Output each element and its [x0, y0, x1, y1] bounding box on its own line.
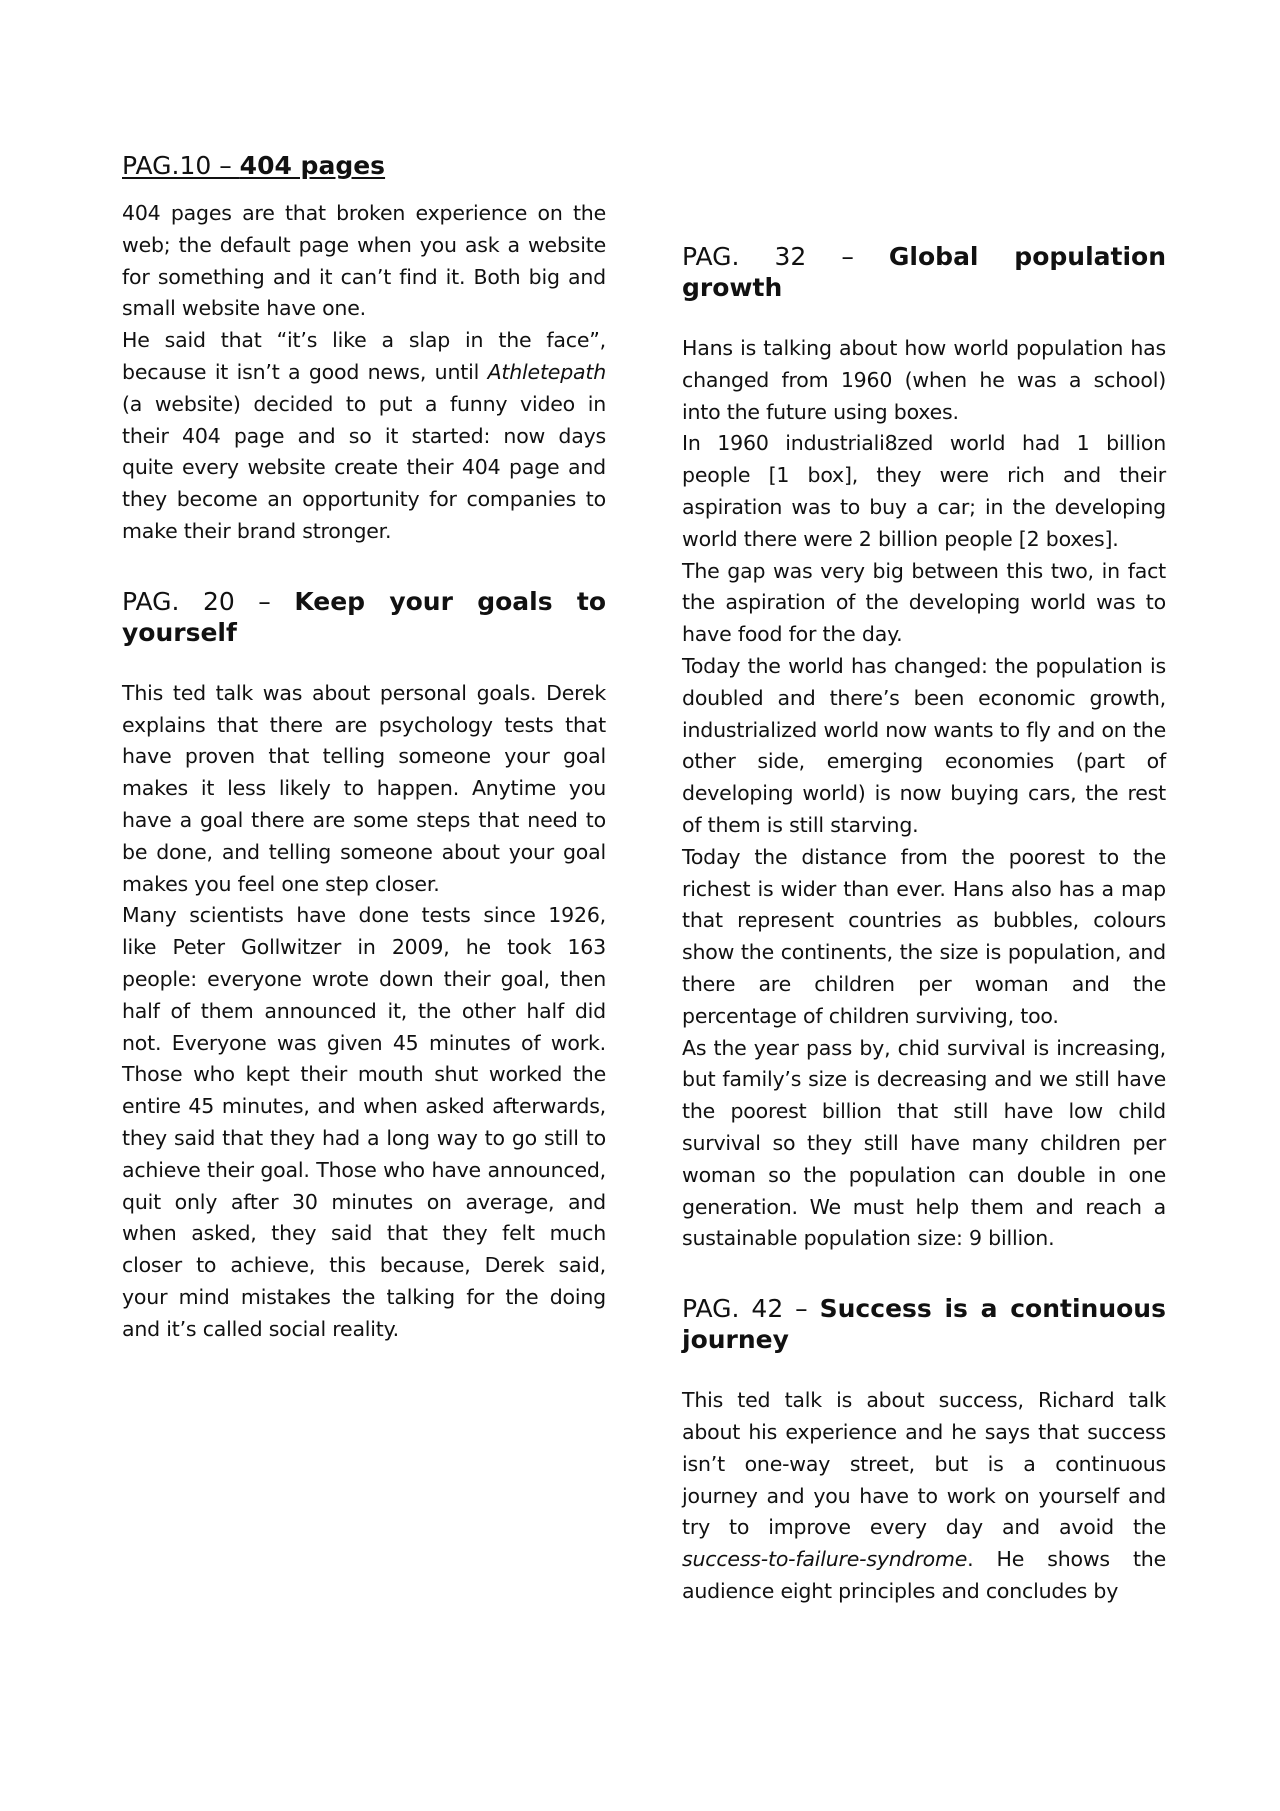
paragraph: 404 pages are that broken experience on the web; the default page when you ask a website for something and it can’t find it. Both big and small website have one. — [122, 201, 606, 321]
paragraph: As the year pass by, chid survival is increasing, but family’s size is decreasing and we still have the poorest billion that still have low child survival so they still have many children per woman so the population can double in one generation. We must help them and reach a sustainable population size: 9 billion. — [682, 1035, 1166, 1251]
heading-title: Success is a continuous journey — [682, 1294, 1166, 1355]
right-column — [682, 241, 1166, 1608]
heading-prefix: PAG.10 – — [122, 151, 240, 180]
paragraph — [122, 325, 606, 548]
text-run: . He shows the audience eight principles and concludes by — [682, 1547, 1166, 1603]
section-heading-success — [682, 1293, 1166, 1355]
heading-prefix: PAG. 32 – — [682, 242, 889, 271]
paragraph: Today the world has changed: the population is doubled and there’s been economic growth, industrialized world now wants to fly and on the other side, emerging economies (part of developing world) is now buying cars, the rest of them is still starving. — [682, 653, 1166, 837]
heading-title: 404 pages — [239, 151, 386, 180]
section-heading-population — [682, 241, 1166, 303]
paragraph — [682, 1385, 1166, 1608]
italic-text: success-to-failure-syndrome — [682, 1547, 968, 1572]
section-heading-404 — [122, 150, 606, 181]
text-run: (a website) decided to put a funny video in their 404 page and so it started: now days quite every website create their 404 page and they become an opportunity for companies to make their brand stronger. — [122, 391, 606, 543]
paragraph: This ted talk was about personal goals. Derek explains that there are psychology tests that have proven that telling someone your goal makes it less likely to happen. Anytime you have a goal there are some steps that need to be done, and telling someone about your goal makes you feel one step closer. — [122, 680, 606, 896]
section-heading-goals — [122, 586, 606, 648]
text-run: This ted talk is about success, Richard talk about his experience and he says that success isn’t one-way street, but is a continuous journey and you have to work on yourself and try to improve every day and avoid the — [682, 1388, 1166, 1540]
paragraph: In 1960 industriali8zed world had 1 billion people [1 box], they were rich and their aspiration was to buy a car; in the developing world there were 2 billion people [2 boxes]. — [682, 431, 1166, 551]
paragraph: Many scientists have done tests since 1926, like Peter Gollwitzer in 2009, he took 163 people: everyone wrote down their goal, then half of them announced it, the other half did not. Everyone was given 45 minutes of work. Those who kept their mouth shut worked the entire 45 minutes, and when asked afterwards, they said that they had a long way to go still to achieve their goal. Those who have announced, quit only after 30 minutes on average, and when asked, they said that they felt much closer to achieve, this because, Derek said, your mind mistakes the talking for the doing and it’s called social reality. — [122, 903, 606, 1341]
paragraph: The gap was very big between this two, in fact the aspiration of the developing world was to have food for the day. — [682, 558, 1166, 647]
heading-prefix: PAG. 42 – — [682, 1294, 820, 1324]
left-column — [122, 150, 606, 1346]
italic-text: Athletepath — [487, 359, 606, 384]
text-run: He said that “it’s like a slap in the face”, because it isn’t a good news, until — [122, 328, 606, 384]
paragraph: Today the distance from the poorest to the richest is wider than ever. Hans also has a map that represent countries as bubbles, colours show the continents, the size is population, and there are children per woman and the percentage of children surviving, too. — [682, 844, 1166, 1028]
heading-title: Keep your goals to yourself — [122, 586, 606, 647]
heading-prefix: PAG. 20 – — [122, 586, 295, 616]
paragraph: Hans is talking about how world population has changed from 1960 (when he was a school) into the future using boxes. — [682, 336, 1166, 424]
heading-title: Global population growth — [682, 242, 1166, 302]
